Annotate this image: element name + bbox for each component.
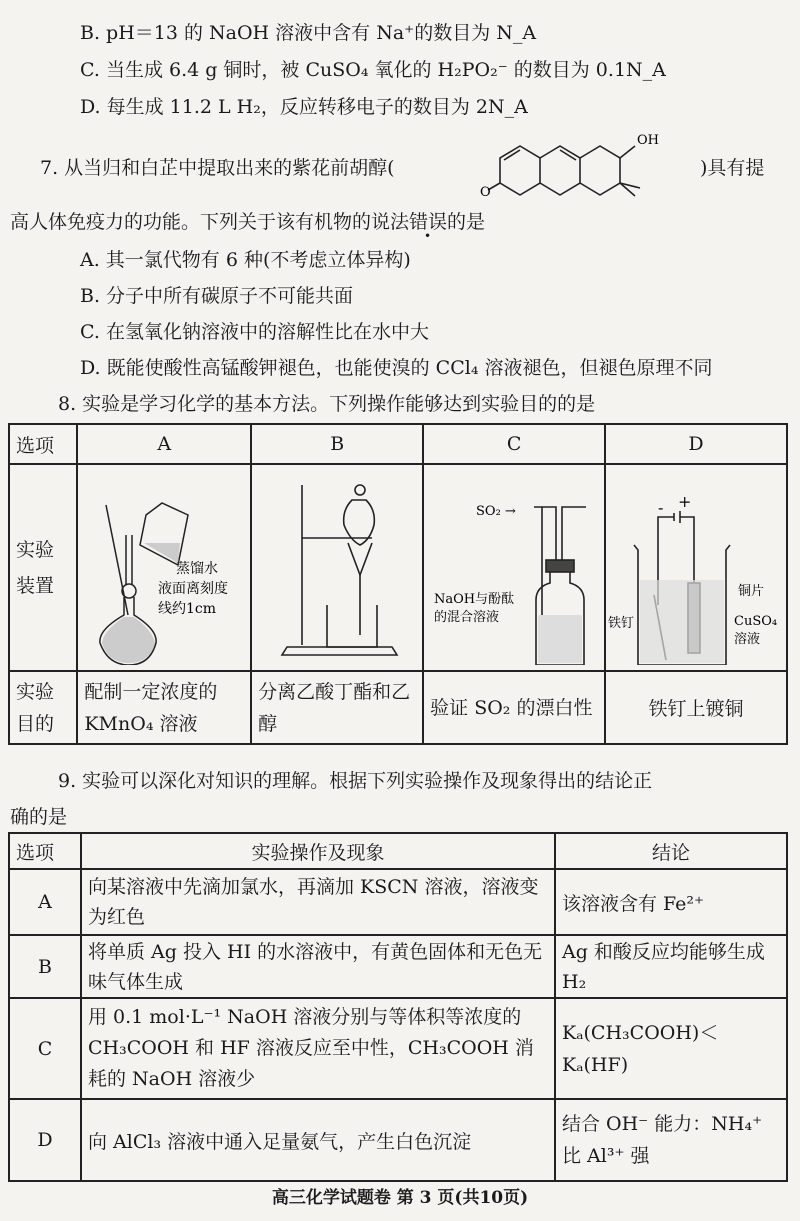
q7-option-a: A. 其一氯代物有 6 种(不考虑立体异构) — [80, 249, 411, 271]
q6-option-c: C. 当生成 6.4 g 铜时，被 CuSO₄ 氧化的 H₂PO₂⁻ 的数目为 0.1N_A — [80, 59, 666, 81]
q8-purpose-b: 分离乙酸丁酯和乙醇 — [251, 671, 423, 744]
chemical-structure — [480, 128, 700, 200]
q8-purpose-c: 验证 SO₂ 的漂白性 — [423, 671, 605, 744]
q7-option-b: B. 分子中所有碳原子不可能共面 — [80, 285, 354, 307]
q7-stem-end: 的是 — [447, 211, 486, 233]
label-liquid-level: 液面离刻度 — [158, 581, 229, 597]
q9-stem-line1: 9. 实验可以深化对知识的理解。根据下列实验操作及现象得出的结论正 — [58, 770, 653, 792]
apparatus-c-gas-washing-bottle — [424, 465, 602, 665]
apparatus-d-electroplating — [606, 465, 786, 665]
row-operation: 向 AlCl₃ 溶液中通入足量氨气，产生白色沉淀 — [81, 1099, 555, 1181]
q6-option-d: D. 每生成 11.2 L H₂，反应转移电子的数目为 2N_A — [80, 96, 528, 118]
row-conclusion: 该溶液含有 Fe²⁺ — [555, 869, 787, 935]
row-option: B — [9, 935, 81, 998]
q9-stem-line2: 确的是 — [10, 806, 68, 828]
row-option: A — [9, 869, 81, 935]
row-conclusion: Ag 和酸反应均能够生成 H₂ — [555, 935, 787, 998]
label-solution: 溶液 — [734, 632, 761, 647]
label-plus: + — [678, 492, 692, 511]
label-naoh: NaOH与酚酞 — [434, 592, 515, 607]
q6-option-b: B. pH＝13 的 NaOH 溶液中含有 Na⁺的数目为 N_A — [80, 22, 537, 44]
q7-option-c: C. 在氢氧化钠溶液中的溶解性比在水中大 — [80, 321, 429, 343]
row-operation: 向某溶液中先滴加氯水，再滴加 KSCN 溶液，溶液变为红色 — [81, 869, 555, 935]
q8-purpose-a: 配制一定浓度的 KMnO₄ 溶液 — [77, 671, 251, 744]
row-conclusion: Kₐ(CH₃COOH)＜Kₐ(HF) — [555, 998, 787, 1099]
q8-table — [8, 423, 788, 745]
q7-stem-text: 高人体免疫力的功能。下列关于该有机物的说法 — [10, 211, 410, 233]
q9-header-option: 选项 — [9, 833, 81, 869]
label-distilled-water: 蒸馏水 — [176, 561, 219, 577]
apparatus-a-volumetric-flask — [78, 465, 248, 665]
q8-purpose-label: 实验目的 — [9, 671, 77, 744]
row-operation: 将单质 Ag 投入 HI 的水溶液中，有黄色固体和无色无味气体生成 — [81, 935, 555, 998]
q8-header-option: 选项 — [9, 424, 77, 464]
q8-device-label: 实验装置 — [9, 464, 77, 671]
table-row — [9, 998, 787, 1099]
label-minus: - — [658, 498, 664, 517]
q9-header-operation: 实验操作及现象 — [81, 833, 555, 869]
carbonyl-o-label: O — [480, 185, 491, 200]
q8-header-c: C — [423, 424, 605, 464]
q8-header-b: B — [251, 424, 423, 464]
q7-stem-part2: )具有提 — [700, 157, 765, 179]
apparatus-b-separatory-funnel — [252, 465, 422, 665]
row-conclusion: 结合 OH⁻ 能力：NH₄⁺ 比 Al³⁺ 强 — [555, 1099, 787, 1181]
label-copper: 铜片 — [738, 584, 765, 599]
table-row — [9, 1099, 787, 1181]
label-cuso4: CuSO₄ — [734, 614, 778, 629]
label-mixture: 的混合溶液 — [434, 610, 500, 625]
label-so2: SO₂ → — [476, 504, 516, 519]
row-operation: 用 0.1 mol·L⁻¹ NaOH 溶液分别与等体积等浓度的 CH₃COOH 和 HF 溶液反应至中性，CH₃COOH 消耗的 NaOH 溶液少 — [81, 998, 555, 1099]
q8-header-d: D — [605, 424, 787, 464]
q9-header-conclusion: 结论 — [555, 833, 787, 869]
q7-stem-part1: 7. 从当归和白芷中提取出来的紫花前胡醇( — [40, 157, 395, 179]
label-iron-nail: 铁钉 — [608, 616, 635, 631]
label-1cm: 线约1cm — [158, 601, 217, 617]
table-row — [9, 869, 787, 935]
q7-option-d: D. 既能使酸性高锰酸钾褪色，也能使溴的 CCl₄ 溶液褪色，但褪色原理不同 — [80, 357, 713, 379]
row-option: C — [9, 998, 81, 1099]
q8-header-a: A — [77, 424, 251, 464]
q7-stem-line2 — [10, 207, 485, 234]
q8-purpose-d: 铁钉上镀铜 — [605, 671, 787, 744]
emphasis-text: 错误 — [409, 211, 448, 233]
table-row — [9, 935, 787, 998]
q9-table — [8, 832, 788, 1182]
row-option: D — [9, 1099, 81, 1181]
q8-stem: 8. 实验是学习化学的基本方法。下列操作能够达到实验目的的是 — [58, 393, 596, 415]
page-footer: 高三化学试题卷 第 3 页(共10页) — [271, 1188, 529, 1208]
oh-label: OH — [637, 133, 659, 148]
